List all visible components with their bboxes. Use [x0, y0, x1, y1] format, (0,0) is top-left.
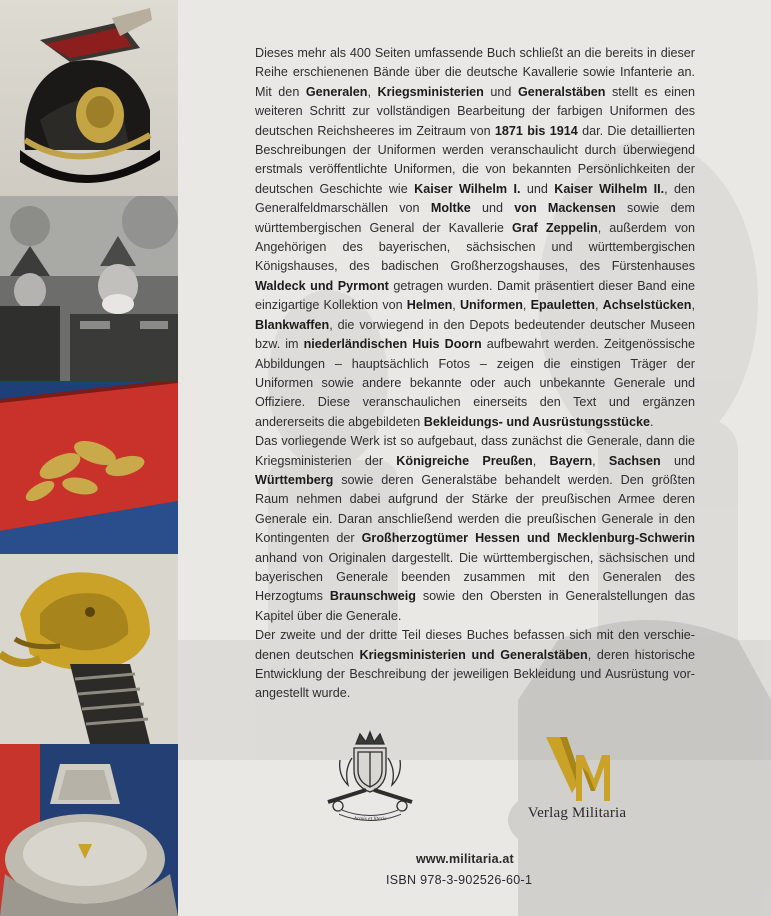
publisher-url[interactable]: www.militaria.at — [416, 852, 514, 866]
bold-term: von Mackensen — [514, 201, 616, 216]
text-run: , die vorwiegend in den Depots bedeutender deutscher Museen bzw. im — [255, 317, 695, 352]
text-run: , — [592, 453, 609, 468]
bold-term: Großherzogtümer Hessen und Mecklenburg-Schwerin — [361, 531, 695, 546]
text-run: Das vorliegende Werk ist so aufgebaut, dass zunächst die Generale, dann die Kriegsministerien der — [255, 434, 695, 468]
text-run: sowie den Obersten in Generalstellungen das Kapitel über die Generale. — [255, 589, 695, 623]
text-run: dar. Die detaillierten Beschreibungen der Uniformen werden veranschaulicht durch überwiegend erstmals veröffentlichte Uniformen, die von bekannten Persönlichkeiten der deutschen Geschichte wie — [255, 123, 695, 196]
paragraph-1 — [255, 44, 695, 432]
bold-term: Graf Zeppelin — [511, 220, 598, 235]
text-run: , außerdem von Angehörigen des bayerischen, sächsischen und württembergischen Königshauses, des badischen Großherzogshauses, des Fürstenhauses — [255, 220, 696, 274]
text-run: , — [594, 298, 603, 313]
bold-term: Uniformen — [459, 298, 523, 313]
text-run: sowie dem württembergischen General der Kavallerie — [255, 201, 696, 235]
bold-term: Kaiser Wilhelm II. — [554, 181, 665, 196]
text-run: anhand von Originalen dargestellt. Die württembergischen, sächsischen und bayerischen Generale beenden zusammen mit den Generalen des Herzogtums — [255, 550, 695, 604]
bold-term: 1871 bis 1914 — [494, 123, 578, 138]
text-run: aufbewahrt werden. Zeitgenössische Abbildungen – hauptsächlich Fotos – zeigen die einstigen Träger der Uniformen sowie andere bekannte oder auch unbekannte Generale und Offiziere. Diese veranschaulichen einerseits den Text und ergänzen andererseits die abgebildeten — [255, 337, 695, 429]
crest-motto: Armis et literis — [353, 816, 387, 822]
publisher-name: Verlag Militaria — [527, 805, 627, 821]
paragraph-3 — [255, 626, 695, 704]
bold-term: Moltke — [430, 201, 471, 216]
text-run: , — [522, 298, 531, 313]
vm-monogram-icon — [542, 733, 612, 805]
bold-term: Sachsen — [608, 453, 661, 468]
text-run: , — [691, 298, 696, 313]
bold-term: Kriegsministerien — [377, 84, 484, 99]
text-run: , — [367, 84, 378, 99]
bold-term: Bekleidungs- und Ausrüstungsstücke — [423, 414, 651, 429]
photo-pickelhaube-helmet — [0, 0, 178, 196]
bold-term: Generalstäben — [517, 84, 606, 99]
text-run: Dieses mehr als 400 Seiten umfassende Buch schließt an die bereits in dieser Reihe erschienenen Bände über die deutsche Kavallerie sowie Infanterie an. Mit den — [255, 46, 695, 99]
photo-historic-generals — [0, 196, 178, 381]
photo-embroidered-collar — [0, 381, 178, 554]
bold-term: Helmen — [406, 298, 453, 313]
text-run: und — [660, 453, 695, 468]
text-run: , — [452, 298, 460, 313]
bold-term: Epauletten — [530, 298, 595, 313]
bold-term: Generalen — [305, 84, 368, 99]
coat-of-arms-crest-icon — [318, 730, 422, 822]
paragraph-2 — [255, 432, 695, 626]
text-run: getragen wurden. Damit präsentiert dieser Band eine einzigartige Kollektion von — [255, 278, 695, 313]
publisher-logo — [512, 733, 642, 833]
bold-term: Achselstücken — [602, 298, 692, 313]
photo-epaulette — [0, 744, 178, 916]
photo-lion-sword-hilt — [0, 554, 178, 744]
bold-term: Königreiche Preußen — [396, 453, 533, 468]
isbn: ISBN 978-3-902526-60-1 — [386, 873, 533, 887]
text-run: , deren historische Entwicklung der Beschreibung der jeweiligen Bekleidung und Ausrüstung vorangestellt wurde. — [255, 647, 696, 701]
photo-strip — [0, 0, 178, 916]
bold-term: Württemberg — [255, 472, 334, 487]
bold-term: Bayern — [549, 453, 593, 468]
description-text — [255, 44, 695, 704]
bold-term: Kriegsministerien und Generalstäben — [359, 647, 588, 662]
text-run: . — [650, 414, 654, 429]
text-run: und — [520, 181, 555, 196]
bold-term: Kaiser Wilhelm I. — [414, 181, 521, 196]
bold-term: Waldeck und Pyrmont — [255, 278, 389, 293]
text-run: und — [470, 201, 515, 216]
bold-term: niederländischen Huis Doorn — [303, 337, 482, 352]
text-run: sowie deren Generalstäbe behandelt werden. Den größten Raum nehmen dabei aufgrund der Stärke der preußischen Armee deren Generale ein. Daran anschließend werden die preußischen Generale in den Kontingenten der — [255, 472, 695, 546]
text-run: Der zweite und der dritte Teil dieses Buches befassen sich mit den verschiedenen deutschen — [255, 628, 695, 662]
bold-term: Blankwaffen — [255, 317, 330, 332]
text-run: stellt es einen weiteren Schritt zur vollständigen Bearbeitung der farbigen Uniformen des deutschen Reichsheeres im Zeitraum von — [255, 84, 696, 138]
text-run: , — [532, 453, 550, 468]
text-run: und — [483, 84, 518, 99]
text-run: , den Generalfeldmarschällen von — [255, 181, 696, 216]
bold-term: Braunschweig — [329, 589, 416, 604]
